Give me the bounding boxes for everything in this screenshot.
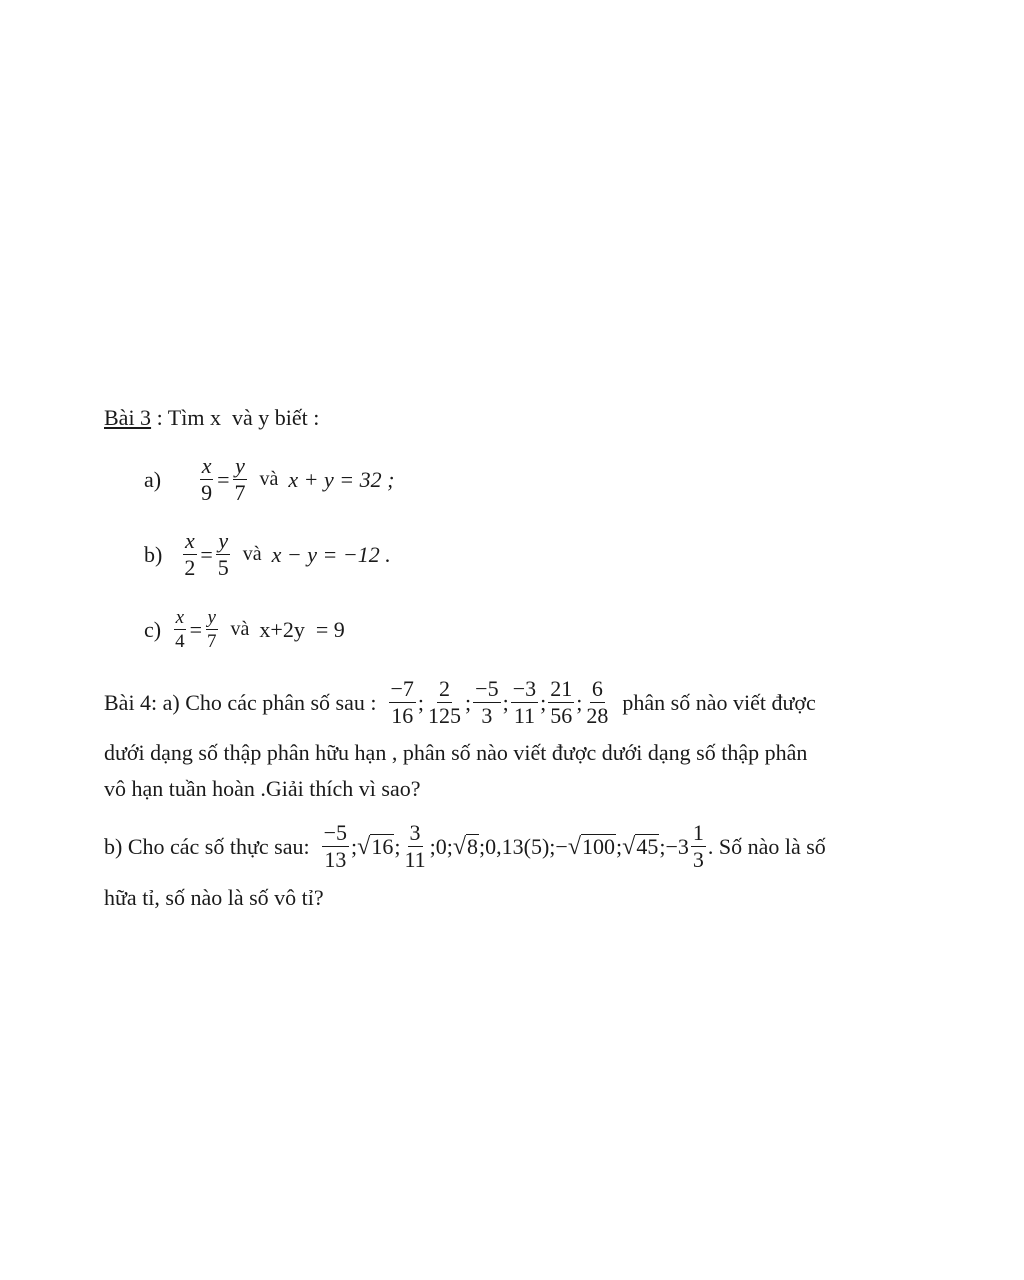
fraction: $\frac{-3}{11}$ (512, 676, 537, 728)
sqrt-expression: √ 100 (567, 833, 616, 860)
separator: ; (576, 689, 583, 715)
condition: x − y = −12 . (271, 541, 391, 567)
bai4-b-continuation (104, 880, 944, 916)
bai4-a-line1 (104, 678, 816, 727)
fraction: $\frac{21}{56}$ (550, 676, 573, 728)
fraction: $\frac{3}{11}$ (404, 820, 426, 872)
va-text: và (259, 468, 279, 490)
condition: x+2y = 9 (259, 616, 345, 642)
separator: ; (540, 689, 547, 715)
fraction: $\frac{-5}{13}$ (323, 820, 348, 872)
bai4-a-tail: phân số nào viết được (622, 689, 816, 715)
bai4-b-line2: hữa tỉ, số nào là số vô tỉ? (104, 885, 324, 910)
bai3-heading (104, 405, 319, 431)
fraction: $\frac{2}{125}$ (428, 676, 462, 728)
fraction: $\frac{-5}{3}$ (475, 676, 499, 728)
bai3-title: : Tìm x và y biết : (151, 405, 320, 430)
fraction: $\frac{-7}{16}$ (390, 676, 414, 728)
bai4-b-line1: b) Cho các số thực sau: $\frac{-5}{13}$ ; √ 16 ; $\frac{3}{11}$ ;0; √ 8 ;0,13(5);− √ 100 ; √ 45 ; −3 $\frac{1}{3}$ . Số nào là số (104, 820, 826, 872)
fraction-list (387, 678, 613, 727)
fraction: $\frac{6}{28}$ (586, 676, 609, 728)
separator: ; (417, 689, 425, 715)
fraction: $\frac{y}{5}$ (217, 528, 229, 580)
bai4-a-intro: Bài 4: a) Cho các phân số sau : (104, 689, 377, 715)
bai4-a-line3: vô hạn tuần hoàn .Giải thích vì sao? (104, 776, 421, 802)
va-text: và (230, 618, 250, 640)
fraction: $\frac{1}{3}$ (692, 820, 704, 872)
bai3-item-b: b) $\frac{x}{2}$ = $\frac{y}{5}$ và x − y = −12 . (144, 528, 391, 580)
bai3-item-a: a) $\frac{x}{9}$ = $\frac{y}{7}$ và x + y = 32 ; (144, 453, 395, 505)
item-label: b) (144, 541, 163, 567)
bai4-b-tail: . Số nào là số (707, 833, 826, 859)
bai3-label: Bài 3 (104, 405, 152, 430)
va-text: và (242, 543, 262, 565)
fraction: $\frac{x}{2}$ (184, 528, 196, 580)
bai4-a-continuation (104, 735, 944, 808)
bai3-item-c: c) $\frac{x}{4}$ = $\frac{y}{7}$ và x+2y = 9 (144, 607, 345, 652)
sqrt-expression: √ 8 (452, 833, 479, 860)
bai4-b-intro: b) Cho các số thực sau: (104, 833, 310, 859)
mixed-whole: −3 (665, 833, 689, 859)
bai4-a-line2: dưới dạng số thập phân hữu hạn , phân số nào viết được dưới dạng số thập phân (104, 740, 808, 765)
sqrt-expression: √ 16 (357, 833, 394, 860)
fraction: $\frac{y}{7}$ (234, 453, 246, 505)
separator: ; (465, 689, 472, 715)
separator: ; (502, 689, 509, 715)
item-label: a) (144, 466, 162, 492)
item-label: c) (144, 616, 162, 642)
condition: x + y = 32 ; (288, 466, 395, 492)
sqrt-expression: √ 45 (622, 833, 659, 860)
fraction: $\frac{x}{4}$ (175, 607, 185, 652)
fraction: $\frac{x}{9}$ (201, 453, 213, 505)
fraction: $\frac{y}{7}$ (207, 607, 217, 652)
